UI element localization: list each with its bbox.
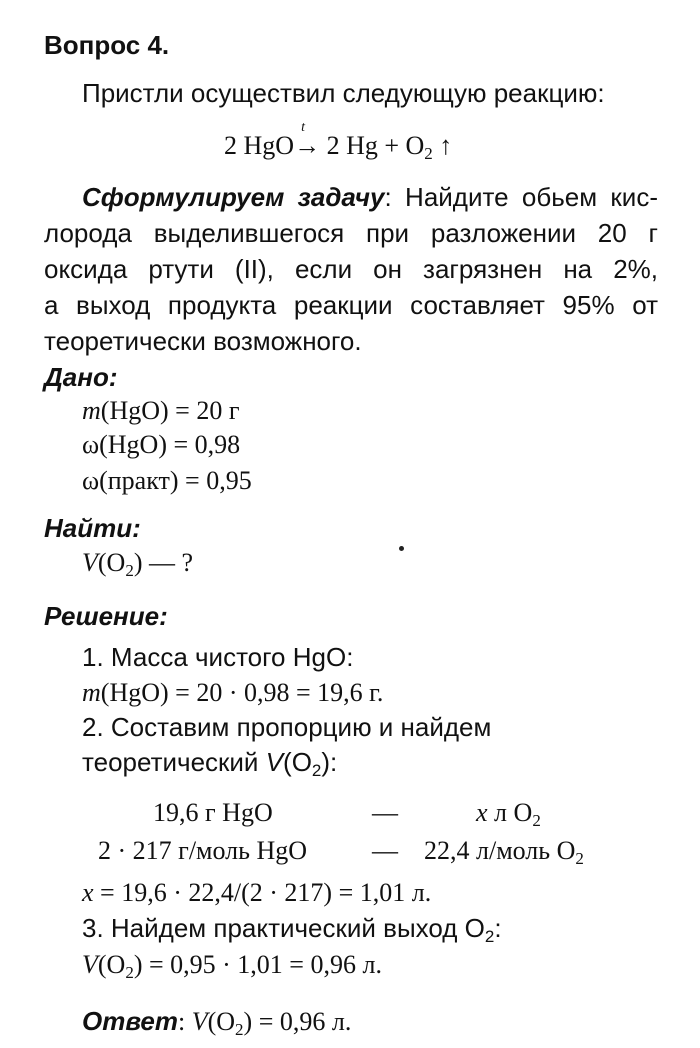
reaction-condition: t — [301, 120, 305, 135]
proportion-row-1-left: 19,6 г HgO — [153, 798, 273, 827]
proportion-row-1-right: x л $O_2$ — [476, 798, 541, 830]
reaction-left: 2 HgO — [224, 131, 295, 160]
reaction-equation — [224, 120, 453, 163]
solution-label: Решение: — [44, 601, 168, 631]
find-label: Найти: — [44, 513, 141, 543]
given-purity: ω(HgO) = 0,98 — [82, 430, 241, 459]
step-3-calc: $V(O_2) = 0,95 \cdot 1,01 = 0,96$ л. — [82, 950, 382, 982]
task-line-3: оксида ртути (II), если он загрязнен на 2%, — [44, 254, 658, 284]
step-2: 2. Составим пропорцию и найдем — [82, 712, 492, 742]
task-line-1: Сформулируем задачу: Найдите обьем кис- — [82, 182, 658, 212]
proportion-row-1-dash: — — [372, 798, 398, 827]
intro-text: Пристли осуществил следующую реакцию: — [82, 78, 605, 108]
step-3: 3. Найдем практический выход $O_2$: — [82, 913, 502, 946]
task-line-4: а выход продукта реакции составляет 95% от — [44, 290, 658, 320]
given-label: Дано: — [44, 362, 118, 392]
proportion-row-2-right: 22,4 л/моль $O_2$ — [424, 836, 584, 868]
proportion-row-2-dash: — — [372, 836, 398, 865]
x-calculation: x = 19,6 · 22,4/(2 · 217) = 1,01 л. — [82, 878, 432, 907]
answer-label: Ответ — [82, 1006, 178, 1036]
task-label: Сформулируем задачу — [82, 182, 385, 212]
proportion-row-2-left: 2 · 217 г/моль HgO — [98, 836, 308, 865]
given-mass: m(HgO) = 20 г — [82, 396, 240, 425]
answer-line: Ответ: $V(O_2) = 0,96$ л. — [82, 1006, 352, 1039]
reaction-right: 2 Hg + O — [326, 131, 425, 160]
given-yield: ω(практ) = 0,95 — [82, 466, 252, 495]
step-2-cont: теоретический $V(O_2)$: — [82, 747, 338, 780]
task-line-2: лорода выделившегося при разложении 20 г — [44, 218, 658, 248]
find-volume: $V(O_2)$ — ? — [82, 548, 194, 580]
step-1-calc: m(HgO) = 20 · 0,98 = 19,6 г. — [82, 678, 384, 707]
question-title: Вопрос 4. — [44, 30, 170, 60]
step-1: 1. Масса чистого HgO: — [82, 642, 354, 672]
task-line-5: теоретически возможного. — [44, 326, 362, 356]
stray-dot — [399, 546, 404, 551]
reaction-arrow: → — [294, 131, 321, 160]
gas-arrow-icon: ↑ — [439, 131, 453, 160]
reaction-right-sub: 2 — [424, 144, 433, 163]
